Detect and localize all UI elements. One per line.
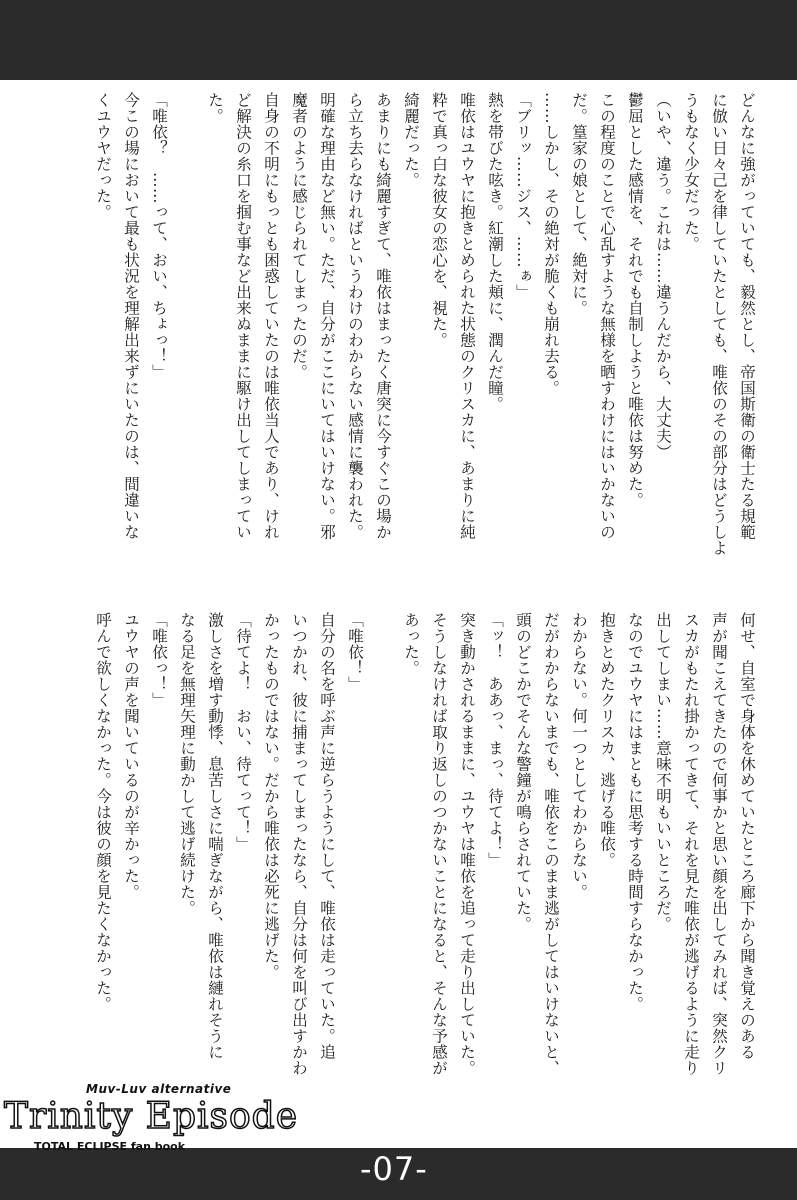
text-line: に倣い日々己を律していたとしても、唯依のその部分はどうしよ xyxy=(710,92,728,556)
logo-title-text: Trinity Episode xyxy=(4,1096,299,1137)
text-line: ど解決の糸口を掴む事など出来ぬままに駆け出してしまってい xyxy=(234,92,252,540)
book-logo xyxy=(4,1082,304,1162)
text-line: 呼んで欲しくなかった。今は彼の顔を見たくなかった。 xyxy=(94,612,112,1012)
text-line: 「唯依っ！」 xyxy=(150,612,168,708)
text-line: （いや、違う。これは……違うんだから、大丈夫） xyxy=(654,92,672,460)
text-line: あまりにも綺麗すぎて、唯依はまったく唐突に今すぐこの場か xyxy=(374,92,392,540)
logo-series-text: Muv-Luv alternative xyxy=(86,1082,232,1096)
text-line: 出してしまい……意味不明もいいところだ。 xyxy=(654,612,672,932)
text-line: この程度のことで心乱すような無様を晒すわけにはいかないの xyxy=(598,92,616,540)
text-line: 何せ、自室で身体を休めていたところ廊下から聞き覚えのある xyxy=(738,612,756,1060)
text-line: 明確な理由など無い。ただ、自分がここにいてはいけない。邪 xyxy=(318,92,336,540)
text-line: 唯依はユウヤに抱きとめられた状態のクリスカに、あまりに純 xyxy=(458,92,476,540)
text-line xyxy=(173,92,201,592)
text-line: 激しさを増す動悸、息苦しさに喘ぎながら、唯依は縺れそうに xyxy=(206,612,224,1060)
text-line: なのでユウヤにはまともに思考する時間すらなかった。 xyxy=(626,612,644,1012)
text-line: 鬱屈とした感情を、それでも自制しようと唯依は努めた。 xyxy=(626,92,644,508)
text-line: 突き動かされるままに、ユウヤは唯依を追って走り出していた。 xyxy=(458,612,476,1076)
lower-text-block xyxy=(89,612,761,1076)
text-line: あった。 xyxy=(402,612,420,676)
text-line: 魔者のように感じられてしまったのだ。 xyxy=(290,92,308,380)
text-line: 「ブリッ……ジス、……ぁ」 xyxy=(514,92,532,300)
text-line: 声が聞こえてきたので何事かと思い顔を出してみれば、突然クリ xyxy=(710,612,728,1076)
text-line: 熱を帯びた呟き。紅潮した頬に、潤んだ瞳。 xyxy=(486,92,504,412)
text-line: どんなに強がっていても、毅然とし、帝国斯衛の衛士たる規範 xyxy=(738,92,756,540)
logo-subtitle-text: TOTAL ECLIPSE fan book xyxy=(34,1140,186,1153)
page-number: -07- xyxy=(360,1150,428,1188)
text-line: かったものではない。だから唯依は必死に逃げた。 xyxy=(262,612,280,980)
text-line: 頭のどこかでそんな警鐘が鳴らされていた。 xyxy=(514,612,532,932)
text-line: だ。篁家の娘として、絶対に。 xyxy=(570,92,588,316)
text-line: ユウヤの声を聞いているのが辛かった。 xyxy=(122,612,140,900)
text-line: 「唯依！」 xyxy=(346,612,364,692)
top-border-band xyxy=(0,0,797,80)
text-line: 自身の不明にもっとも困惑していたのは唯依当人であり、けれ xyxy=(262,92,280,540)
text-line: 今この場において最も状況を理解出来ずにいたのは、間違いな xyxy=(122,92,140,540)
text-line: 自分の名を呼ぶ声に逆らうようにして、唯依は走っていた。追 xyxy=(318,612,336,1060)
text-line: 粋で真っ白な彼女の恋心を、視た。 xyxy=(430,92,448,348)
text-line: た。 xyxy=(206,92,224,124)
text-line: 「待てよ！ おい、待てって！」 xyxy=(234,612,252,852)
text-line: だがわからないまでも、唯依をこのまま逃がしてはいけないと、 xyxy=(542,612,560,1076)
text-line: 抱きとめたクリスカ、逃げる唯依。 xyxy=(598,612,616,868)
text-line: ら立ち去らなければというわけのわからない感情に襲われた。 xyxy=(346,92,364,540)
text-line: 「ッ！ ああっ、まっ、待てよ！」 xyxy=(486,612,504,868)
text-line: いつかれ、彼に捕まってしまったなら、自分は何を叫び出すかわ xyxy=(290,612,308,1076)
text-line: 「唯依？ ……って、おい、ちょっ！」 xyxy=(150,92,168,380)
text-line: うもなく少女だった。 xyxy=(682,92,700,252)
text-line xyxy=(369,612,397,1012)
text-line: くユウヤだった。 xyxy=(94,92,112,220)
text-line: なる足を無理矢理に動かして逃げ続けた。 xyxy=(178,612,196,916)
text-line: スカがもたれ掛かってきて、それを見た唯依が逃げるように走り xyxy=(682,612,700,1076)
text-line: そうしなければ取り返しのつかないことになると、そんな予感が xyxy=(430,612,448,1076)
text-line: わからない。何一つとしてわからない。 xyxy=(570,612,588,900)
upper-text-block xyxy=(89,92,761,592)
text-line: ……しかし、その絶対が脆くも崩れ去る。 xyxy=(542,92,560,396)
text-line: 綺麗だった。 xyxy=(402,92,420,188)
